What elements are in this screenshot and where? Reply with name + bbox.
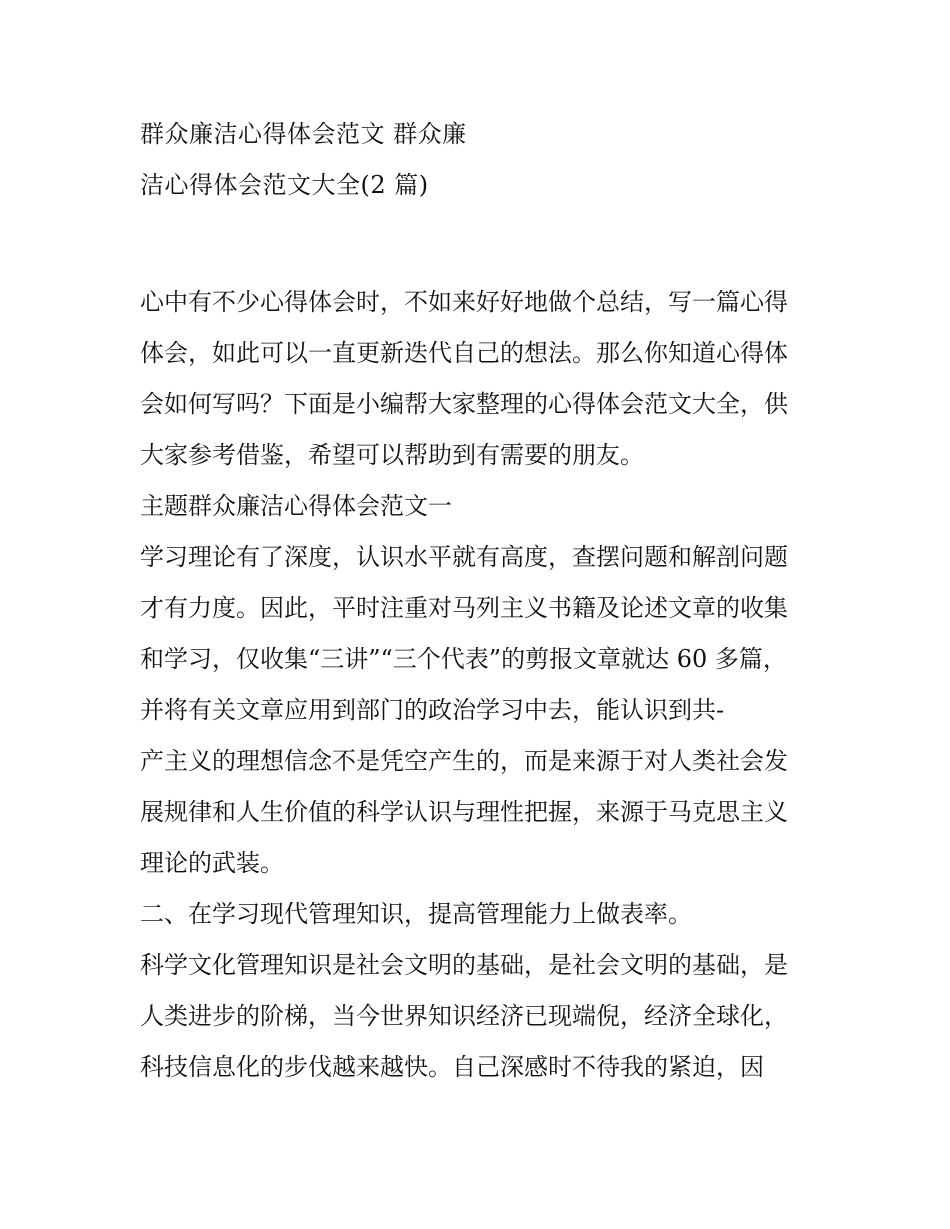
body-line: 学习理论有了深度，认识水平就有高度，查摆问题和解剖问题 xyxy=(140,543,788,571)
body-line: 科技信息化的步伐越来越快。自己深感时不待我的紧迫，因 xyxy=(140,1053,764,1081)
body-line: 理论的武装。 xyxy=(140,849,284,877)
body-line: 科学文化管理知识是社会文明的基础，是社会文明的基础，是 xyxy=(140,951,788,979)
title-line: 洁心得体会范文大全(2 篇) xyxy=(140,171,429,199)
document-body xyxy=(140,280,820,1096)
body-line: 才有力度。因此，平时注重对马列主义书籍及论述文章的收集 xyxy=(140,594,788,622)
body-line: 体会，如此可以一直更新迭代自己的想法。那么你知道心得体 xyxy=(140,339,788,367)
section-heading: 主题群众廉洁心得体会范文一 xyxy=(140,492,452,520)
body-line: 和学习，仅收集“三讲”“三个代表”的剪报文章就达 60 多篇， xyxy=(140,645,787,673)
body-line: 人类进步的阶梯，当今世界知识经济已现端倪，经济全球化， xyxy=(140,1002,788,1030)
body-line: 展规律和人生价值的科学认识与理性把握，来源于马克思主义 xyxy=(140,798,788,826)
body-line: 大家参考借鉴，希望可以帮助到有需要的朋友。 xyxy=(140,441,644,469)
body-line: 并将有关文章应用到部门的政治学习中去，能认识到共- xyxy=(140,696,725,724)
body-line: 产主义的理想信念不是凭空产生的，而是来源于对人类社会发 xyxy=(140,747,788,775)
body-line: 会如何写吗？下面是小编帮大家整理的心得体会范文大全，供 xyxy=(140,390,788,418)
body-line: 心中有不少心得体会时，不如来好好地做个总结，写一篇心得 xyxy=(140,288,788,316)
title-line: 群众廉洁心得体会范文 群众廉 xyxy=(140,120,467,148)
document-title xyxy=(140,112,820,214)
section-heading: 二、在学习现代管理知识，提高管理能力上做表率。 xyxy=(140,900,692,928)
